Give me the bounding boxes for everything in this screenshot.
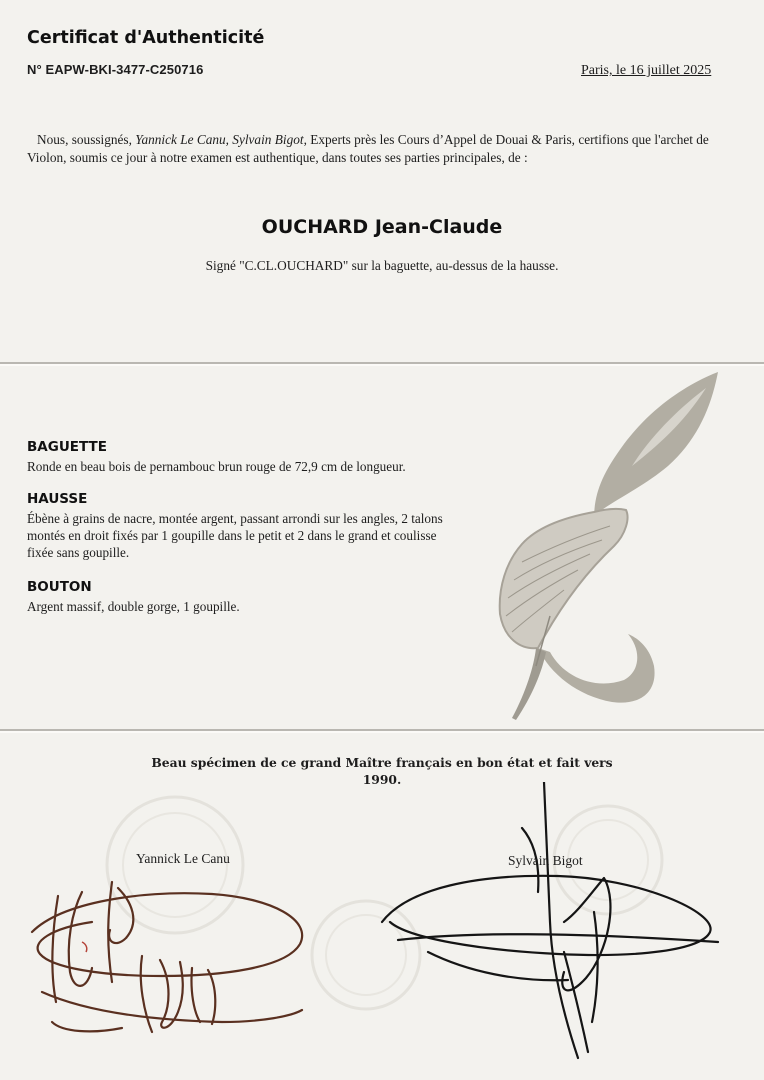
- intro-part1: Nous, soussignés,: [37, 132, 136, 147]
- closing-line-1: Beau spécimen de ce grand Maître français en bon état et fait vers: [151, 755, 613, 770]
- section-text-baguette: Ronde en beau bois de pernambouc brun rouge de 72,9 cm de longueur.: [27, 459, 406, 474]
- section-heading-hausse: HAUSSE: [27, 491, 88, 507]
- emblem-parchment-band: [500, 509, 628, 648]
- signature-note: Signé "C.CL.OUCHARD" sur la baguette, au-dessus de la hausse.: [205, 258, 559, 273]
- certificate-number: N° EAPW-BKI-3477-C250716: [27, 62, 204, 77]
- section-heading-bouton: BOUTON: [27, 579, 92, 595]
- emblem-lower-swirl: [538, 634, 655, 703]
- signature-left: [22, 872, 312, 1042]
- section-text-hausse-line2: montés en droit fixés par 1 goupille dans le petit et 2 dans le grand et coulisse: [27, 528, 437, 543]
- section-text-hausse-line1: Ébène à grains de nacre, montée argent, passant arrondi sur les angles, 2 talons: [27, 511, 443, 526]
- signature-right: [368, 782, 728, 1062]
- signatory-right-name: Sylvain Bigot: [508, 853, 583, 868]
- section-text-hausse-line3: fixée sans goupille.: [27, 545, 130, 560]
- emblem-nib: [512, 648, 546, 720]
- section-heading-baguette: BAGUETTE: [27, 439, 107, 455]
- closing-line-2: 1990.: [362, 772, 402, 787]
- clef-quill-emblem: [492, 366, 727, 722]
- certificate-date: Paris, le 16 juillet 2025: [581, 63, 712, 78]
- certificate-title: Certificat d'Authenticité: [27, 28, 265, 48]
- expert-names: Yannick Le Canu, Sylvain Bigot: [135, 132, 304, 147]
- fold-line-bottom-highlight: [0, 731, 764, 733]
- intro-paragraph: [27, 131, 717, 167]
- signatory-left-name: Yannick Le Canu: [136, 851, 230, 866]
- maker-name: OUCHARD Jean-Claude: [261, 216, 503, 238]
- section-text-bouton: Argent massif, double gorge, 1 goupille.: [27, 599, 240, 614]
- intro-part2: , Experts près les Cours d’Appel de Douai & Paris, certifions que l'archet de Violon, soumis ce jour à notre examen est authentique, dans toutes ses parties principales, de :: [27, 132, 709, 165]
